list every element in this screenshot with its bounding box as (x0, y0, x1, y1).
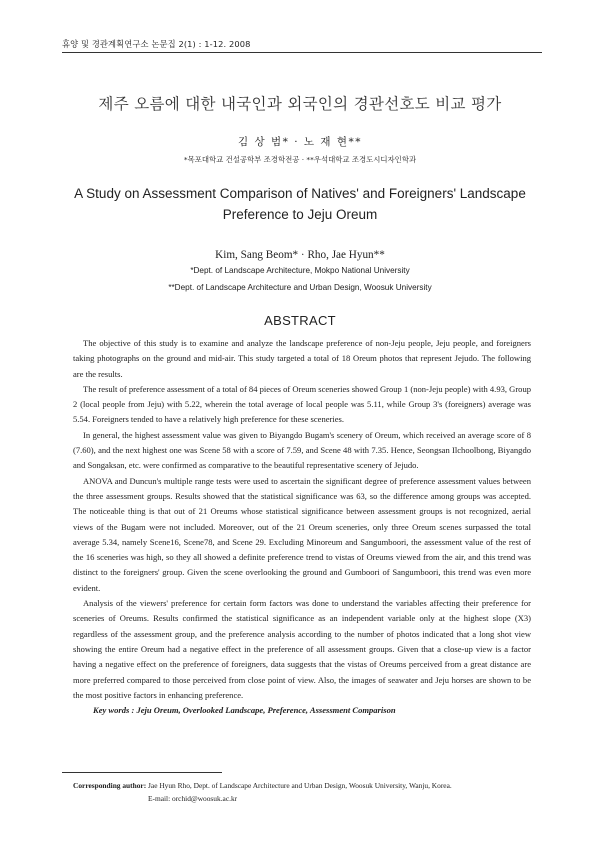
abstract-paragraph: Analysis of the viewers' preference for certain form factors was done to understand the variables affecting their preference for sceneries of Oreums. Results confirmed the statistical significance as an independent variable only at the highest slope (X3) regardless of the assessment group, and the preference analysis according to the number of photos indicated that a long shot view showing the entire Oreum had a negative effect in the preference of all assessment groups. Given that a close-up view is a factor having a negative effect on the preference of foreigners, data suggests that the vistas of Oreums perceived from a great distance are more preferred compared to those perceived from close point of view. Also, the images of seawater and Jeju horses are shown to be the most positive factors in enhancing preference. (73, 598, 531, 700)
english-title-line-1: A Study on Assessment Comparison of Natives' and Foreigners' Landscape (74, 186, 526, 201)
abstract-heading: ABSTRACT (264, 313, 336, 328)
abstract-paragraph: ANOVA and Duncun's multiple range tests were used to ascertain the significant degree of preference assessment values between the three assessment groups. Results showed that the statistical significance was 63, so the difference among groups was accepted. The noticeable thing is that out of 21 Oreums whose statistical significance between assessment groups is not recognized, aerial views of the Bugam were not included. Moreover, out of the 21 Oreum sceneries, only three Oreum scenes surpassed the total average 5.34, namely Scene16, Scene78, and Scene 29. Excluding Minoreum and Sangumboori, the assessment value of the rest of the 16 sceneries was high, so they all showed a definite preference trend to vistas of Oreums viewed from the air, and this trend was distinct to the foreigners' group. Given the scene overlooking the ground and Gumboori of Sangumboori, this trend was even more evident. (73, 475, 531, 593)
korean-affiliations: *목포대학교 건설공학부 조경학전공 · **우석대학교 조경도시디자인학과 (183, 155, 417, 164)
english-title (60, 183, 540, 225)
english-authors: Kim, Sang Beom* · Rho, Jae Hyun** (215, 249, 385, 261)
english-title-line-2: Preference to Jeju Oreum (222, 207, 378, 222)
journal-header: 휴양 및 경관계획연구소 논문집 2(1) : 1-12. 2008 (62, 39, 251, 49)
korean-authors: 김 상 범* · 노 재 현** (238, 136, 362, 148)
footnote-line (73, 779, 543, 792)
corresponding-author-footnote (73, 779, 543, 805)
abstract-paragraph: The result of preference assessment of a total of 84 pieces of Oreum sceneries showed Group 1 (non-Jeju people) with 4.93, Group 2 (local people from Jeju) with 5.22, wherein the total average of local people was 5.11, while Group 3's (foreigners) average was 5.54. Foreigners tended to have a relatively high preference for these sceneries. (73, 383, 531, 425)
keywords: Key words : Jeju Oreum, Overlooked Landscape, Preference, Assessment Comparison (93, 705, 396, 716)
footnote-rule (62, 772, 222, 773)
english-affiliation-1: *Dept. of Landscape Architecture, Mokpo National University (190, 266, 410, 275)
abstract-paragraph: The objective of this study is to examine and analyze the landscape preference of non-Jeju people, Jeju people, and foreigners taking photographs on the ground and mid-air. This study targeted a total of 18 Oreum photos that represent Jejudo. The following are the results. (73, 338, 531, 379)
english-affiliation-2: **Dept. of Landscape Architecture and Urban Design, Woosuk University (168, 283, 432, 292)
footnote-email: E-mail: orchid@woosuk.ac.kr (148, 794, 238, 803)
abstract-paragraph: In general, the highest assessment value was given to Biyangdo Bugam's scenery of Oreum, which received an average score of 8 (7.60), and the next highest one was Scene 58 with a score of 7.59, and Scene 48 with 7.35. Hence, Seongsan Ilchoolbong, Biyangdo and Songaksan, etc. were confirmed as comparative to the beautiful representative scenery of Jejudo. (73, 429, 531, 471)
footnote-text: Jae Hyun Rho, Dept. of Landscape Architecture and Urban Design, Woosuk University, Wanju, Korea. (148, 781, 452, 790)
korean-title: 제주 오름에 대한 내국인과 외국인의 경관선호도 비교 평가 (98, 95, 502, 113)
header-rule (62, 52, 542, 53)
abstract-body (73, 336, 531, 718)
footnote-label: Corresponding author: (73, 781, 147, 790)
